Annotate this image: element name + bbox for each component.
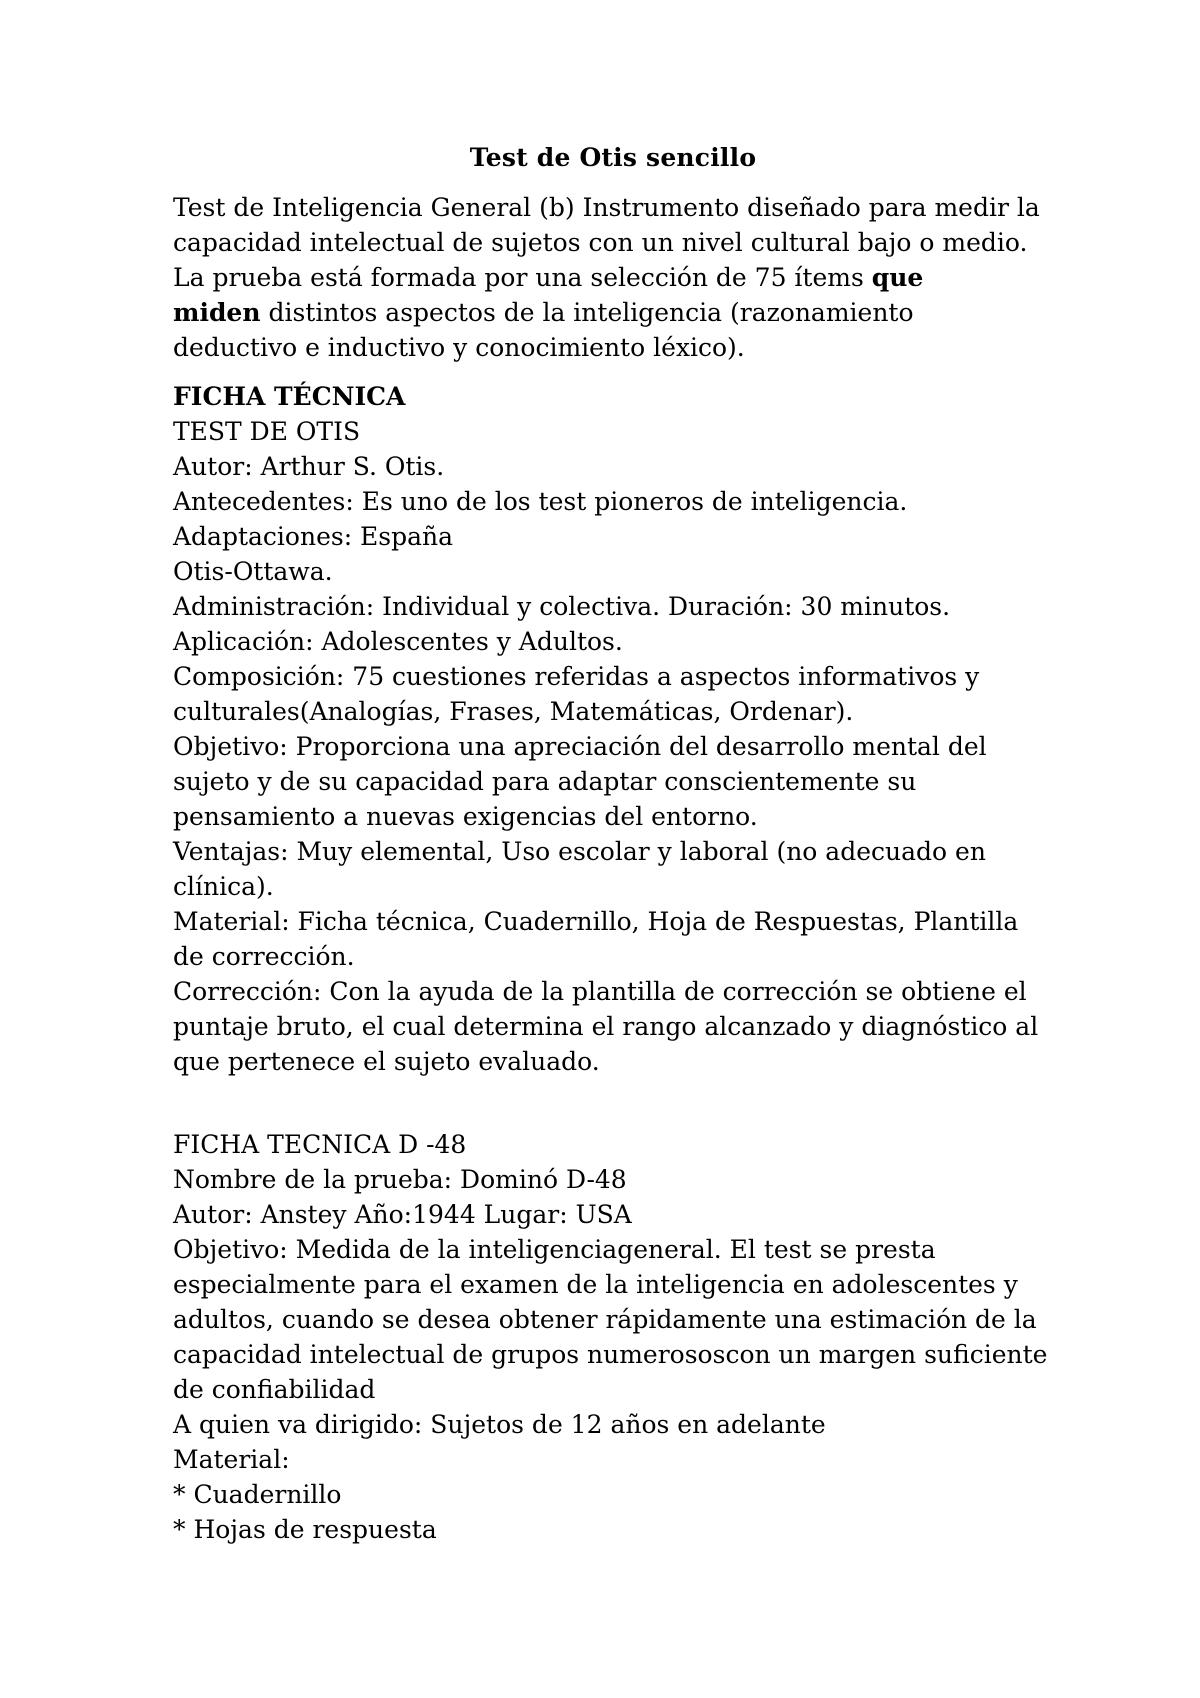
intro-text-part1: Test de Inteligencia General (b) Instrumento diseñado para medir la capacidad intelectual de sujetos con un nivel cultural bajo o medio. La prueba está formada por una selección de 75 ítems bbox=[173, 193, 1040, 292]
otis-line: Antecedentes: Es uno de los test pioneros de inteligencia. bbox=[173, 487, 908, 516]
domino-line: Nombre de la prueba: Dominó D-48 bbox=[173, 1165, 627, 1194]
intro-bold-miden: miden bbox=[173, 298, 261, 327]
domino-line: Objetivo: Medida de la inteligenciageneral. El test se presta bbox=[173, 1235, 936, 1264]
intro-bold-que: que bbox=[871, 263, 924, 292]
domino-line: adultos, cuando se desea obtener rápidamente una estimación de la bbox=[173, 1305, 1037, 1334]
domino-line: capacidad intelectual de grupos numerososcon un margen suficiente bbox=[173, 1340, 1048, 1369]
otis-line: de corrección. bbox=[173, 942, 355, 971]
domino-list-item: * Hojas de respuesta bbox=[173, 1515, 437, 1544]
otis-line: Aplicación: Adolescentes y Adultos. bbox=[173, 627, 623, 656]
otis-section-heading: FICHA TÉCNICA bbox=[173, 382, 406, 411]
domino-line: A quien va dirigido: Sujetos de 12 años en adelante bbox=[173, 1410, 826, 1439]
otis-line: culturales(Analogías, Frases, Matemáticas, Ordenar). bbox=[173, 697, 854, 726]
intro-text-part2: distintos aspectos de la inteligencia (razonamiento bbox=[260, 298, 914, 327]
otis-line: Objetivo: Proporciona una apreciación del desarrollo mental del bbox=[173, 732, 987, 761]
domino-line: Autor: Anstey Año:1944 Lugar: USA bbox=[173, 1200, 632, 1229]
otis-line: Administración: Individual y colectiva. Duración: 30 minutos. bbox=[173, 592, 951, 621]
otis-line: que pertenece el sujeto evaluado. bbox=[173, 1047, 600, 1076]
domino-line: especialmente para el examen de la inteligencia en adolescentes y bbox=[173, 1270, 1018, 1299]
document-title: Test de Otis sencillo bbox=[469, 143, 757, 172]
otis-line: clínica). bbox=[173, 872, 274, 901]
domino-list-item: * Cuadernillo bbox=[173, 1480, 342, 1509]
otis-line: pensamiento a nuevas exigencias del entorno. bbox=[173, 802, 758, 831]
intro-text-part3: deductivo e inductivo y conocimiento léxico). bbox=[173, 333, 745, 362]
document-page bbox=[173, 140, 1053, 1547]
otis-line: sujeto y de su capacidad para adaptar conscientemente su bbox=[173, 767, 917, 796]
otis-line: Ventajas: Muy elemental, Uso escolar y laboral (no adecuado en bbox=[173, 837, 986, 866]
otis-line: Autor: Arthur S. Otis. bbox=[173, 452, 445, 481]
otis-line: Adaptaciones: España bbox=[173, 522, 454, 551]
otis-line: Composición: 75 cuestiones referidas a aspectos informativos y bbox=[173, 662, 980, 691]
intro-paragraph bbox=[173, 190, 1053, 365]
otis-line: Otis-Ottawa. bbox=[173, 557, 333, 586]
otis-line: Corrección: Con la ayuda de la plantilla de corrección se obtiene el bbox=[173, 977, 1027, 1006]
domino-section-heading: FICHA TECNICA D -48 bbox=[173, 1130, 467, 1159]
otis-section-body bbox=[173, 414, 1053, 1079]
domino-section-body bbox=[173, 1127, 1053, 1547]
otis-line: Material: Ficha técnica, Cuadernillo, Hoja de Respuestas, Plantilla bbox=[173, 907, 1019, 936]
otis-line: TEST DE OTIS bbox=[173, 417, 361, 446]
spacer bbox=[173, 1079, 1053, 1127]
domino-line: de confiabilidad bbox=[173, 1375, 376, 1404]
domino-line: Material: bbox=[173, 1445, 290, 1474]
otis-line: puntaje bruto, el cual determina el rango alcanzado y diagnóstico al bbox=[173, 1012, 1039, 1041]
spacer bbox=[173, 365, 1053, 379]
